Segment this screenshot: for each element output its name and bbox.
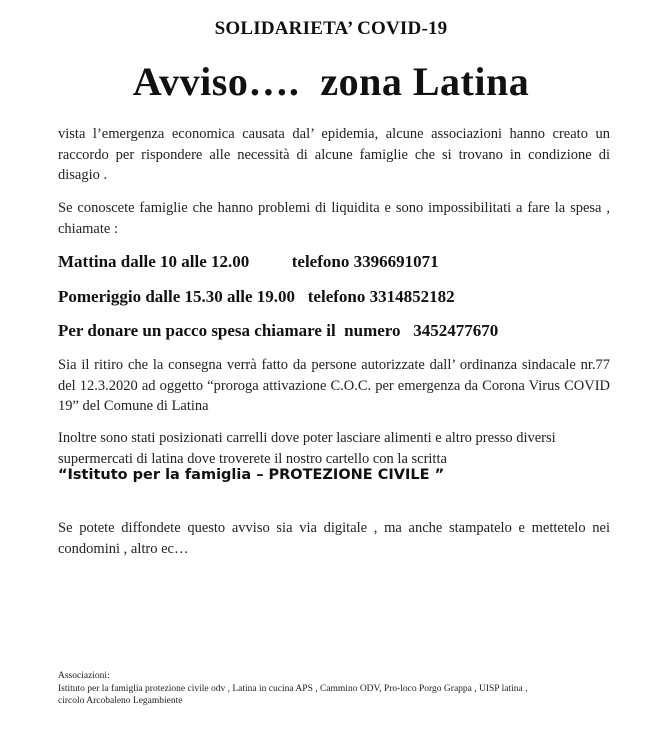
- associations-list-line-1: Istituto per la famiglia protezione civile odv , Latina in cucina APS , Cammino ODV, Pro-loco Porgo Grappa , UISP latina ,: [58, 683, 528, 694]
- pickup-delivery-paragraph: Sia il ritiro che la consegna verrà fatto da persone autorizzate dall’ ordinanza sindacale nr.77 del 12.3.2020 ad oggetto “proroga attivazione C.O.C. per emergenza da Corona Virus COVID 19” del Comune di Latina: [58, 357, 610, 414]
- document-kicker: SOLIDARIETA’ COVID-19: [214, 18, 448, 39]
- associations-label: Associazioni:: [58, 671, 110, 681]
- document-title: Avviso…. zona Latina: [132, 59, 530, 104]
- sign-text: “Istituto per la famiglia – PROTEZIONE CIVILE ”: [58, 467, 445, 483]
- donation-phone-line: Per donare un pacco spesa chiamare il numero 3452477670: [58, 321, 499, 340]
- share-paragraph: Se potete diffondete questo avviso sia via digitale , ma anche stampatelo e mettetelo nei condomini , altro ec…: [58, 520, 610, 557]
- intro-paragraph: vista l’emergenza economica causata dal’ epidemia, alcune associazioni hanno creato un raccordo per rispondere alle necessità di alcune famiglie che si trovano in condizione di disagio .: [58, 126, 610, 183]
- afternoon-phone-line: Pomeriggio dalle 15.30 alle 19.00 telefono 3314852182: [58, 287, 455, 306]
- call-to-action-paragraph: Se conoscete famiglie che hanno problemi di liquidita e sono impossibilitati a fare la spesa , chiamate :: [58, 200, 610, 237]
- associations-list-line-2: circolo Arcobaleno Legambiente: [58, 696, 183, 706]
- associations-footer: [58, 670, 628, 708]
- carts-paragraph: Inoltre sono stati posizionati carrelli dove poter lasciare alimenti e altro presso diversi supermercati di latina dove troverete il nostro cartello con la scritta: [58, 430, 556, 467]
- morning-phone-line: Mattina dalle 10 alle 12.00 telefono 3396691071: [58, 252, 439, 271]
